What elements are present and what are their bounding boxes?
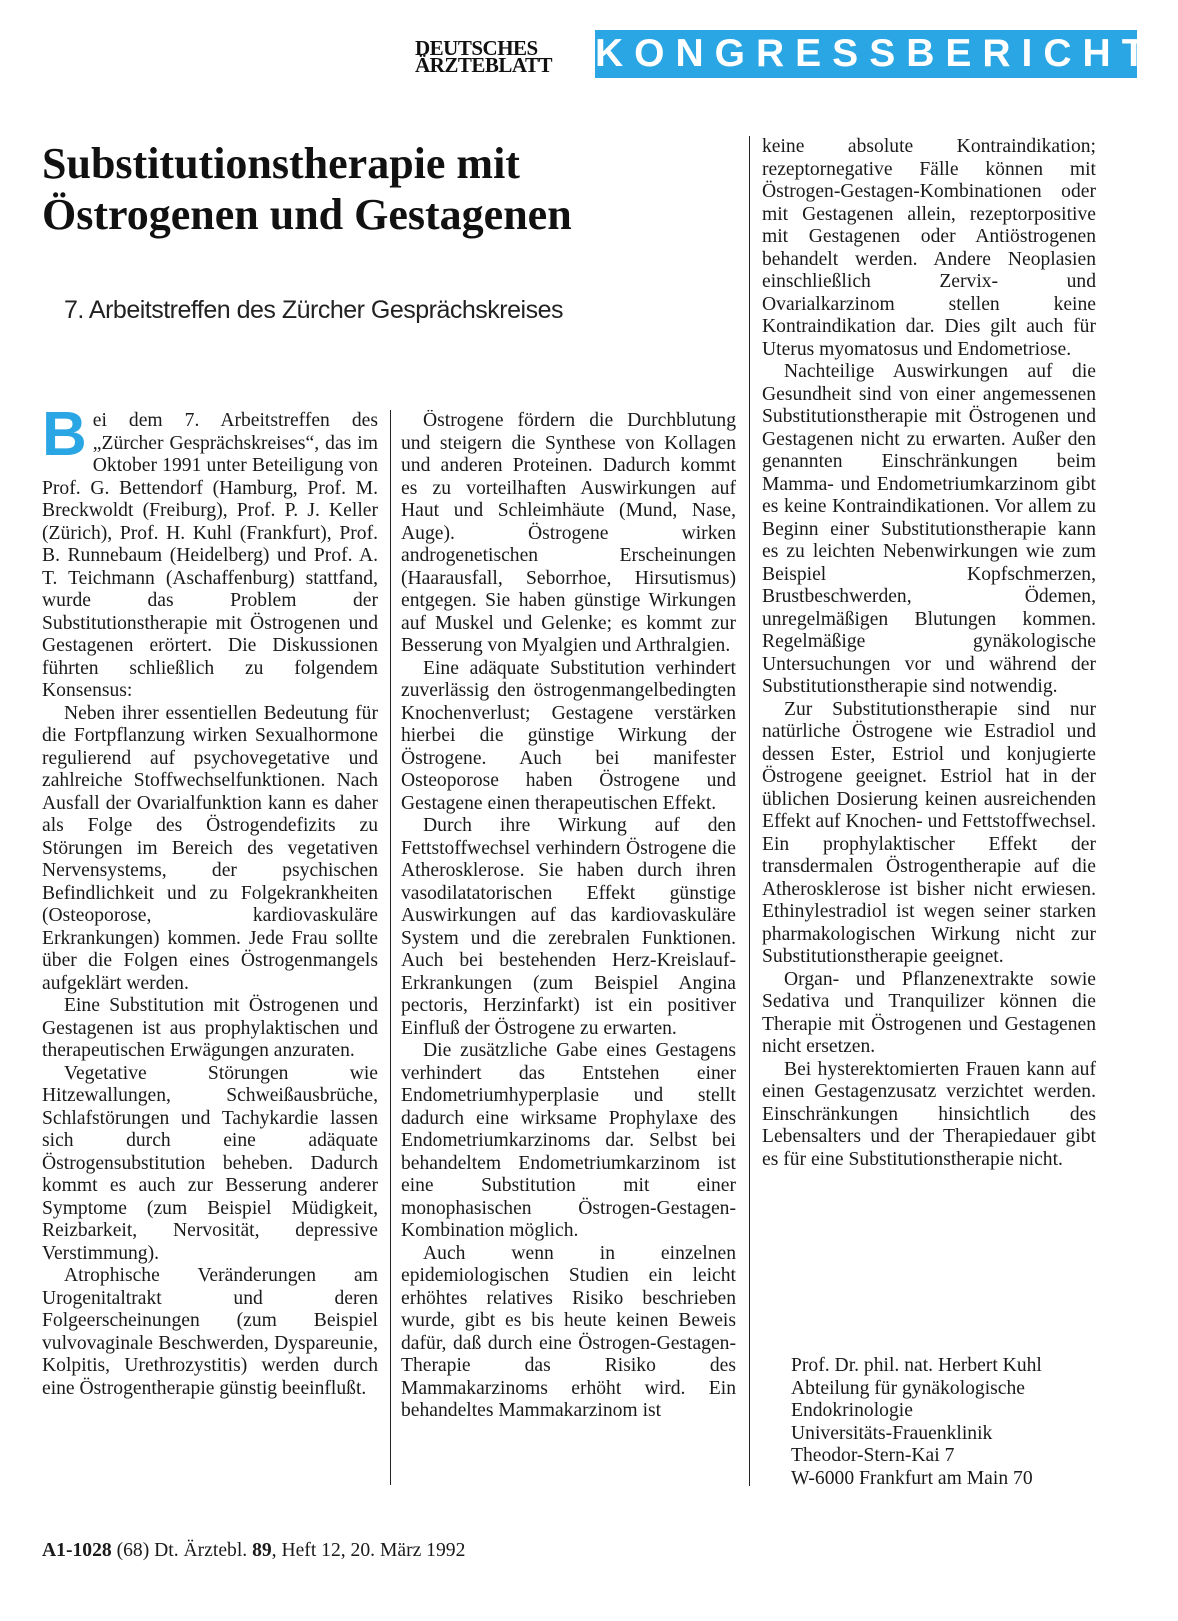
logo-line-2: ÄRZTEBLATT: [415, 53, 552, 77]
intro-paragraph: [42, 410, 378, 703]
paragraph: Die zusätzliche Gabe eines Gestagens verhindert das Entstehen einer Endometriumhyperplasie und stellt dadurch eine wirksame Prophylaxe des Endometriumkarzinoms dar. Selbst bei behandeltem Endometriumkarzinom ist eine Substitution mit einer monophasischen Östrogen-Gestagen-Kombination möglich.: [401, 1040, 736, 1241]
article-subtitle: 7. Arbeitstreffen des Zürcher Gesprächskreises: [64, 296, 563, 324]
paragraph: Eine Substitution mit Östrogenen und Gestagenen ist aus prophylaktischen und therapeutischen Erwägungen anzuraten.: [42, 995, 378, 1061]
column-1: [42, 410, 378, 1490]
title-line-2: Östrogenen und Gestagenen: [42, 190, 572, 239]
citation-b: , Heft 12, 20. März 1992: [271, 1540, 466, 1561]
section-banner: KONGRESSBERICHT: [595, 30, 1137, 78]
column-3: [762, 136, 1096, 1316]
author-city: W-6000 Frankfurt am Main 70: [791, 1467, 1033, 1489]
column-divider-2: [749, 136, 750, 1486]
drop-cap: B: [42, 410, 87, 469]
page-footer: [42, 1540, 742, 1562]
column-divider-1: [390, 410, 391, 1485]
paragraph: Bei hysterektomierten Frauen kann auf einen Gestagenzusatz verzichtet werden. Einschränkungen hinsichtlich des Lebensalters und der Therapiedauer gibt es für eine Substitutionstherapie nicht.: [762, 1058, 1096, 1170]
intro-text: ei dem 7. Arbeitstreffen des „Zürcher Gesprächskreises“, das im Oktober 1991 unter Beteiligung von Prof. G. Bettendorf (Hamburg, Prof. M. Breckwoldt (Freiburg), Prof. P. J. Keller (Zürich), Prof. H. Kuhl (Frankfurt), Prof. B. Runnebaum (Heidelberg) und Prof. A. T. Teichmann (Aschaffenburg) stattfand, wurde das Problem der Substitutionstherapie mit Östrogenen und Gestagenen erörtert. Die Diskussionen führten schließlich zu folgendem Konsensus:: [42, 410, 378, 701]
paragraph: Östrogene fördern die Durchblutung und steigern die Synthese von Kollagen und anderen Proteinen. Dadurch kommt es zu vorteilhaften Auswirkungen auf Haut und Schleimhäute (Mund, Nase, Auge). Östrogene wirken androgenetischen Erscheinungen (Haarausfall, Seborrhoe, Hirsutismus) entgegen. Sie haben günstige Wirkungen auf Muskel und Gelenke; es kommt zur Besserung von Myalgien und Arthralgien.: [401, 410, 736, 656]
paragraph: Neben ihrer essentiellen Bedeutung für die Fortpflanzung wirken Sexualhormone regulierend auf psychovegetative und zahlreiche Stoffwechselfunktionen. Nach Ausfall der Ovarialfunktion kann es daher als Folge des Östrogendefizits zu Störungen im Bereich des vegetativen Nervensystems, der psychischen Befindlichkeit und zu Folgekrankheiten (Osteoporose, kardiovaskuläre Erkrankungen) kommen. Jede Frau sollte über die Folgen eines Östrogenmangels aufgeklärt werden.: [42, 702, 378, 994]
logo-line-1: DEUTSCHES: [415, 36, 538, 60]
paragraph: Atrophische Veränderungen am Urogenitaltrakt und deren Folgeerscheinungen (zum Beispiel vulvovaginale Beschwerden, Dyspareunie, Kolpitis, Urethrozystitis) werden durch eine Östrogentherapie günstig beeinflußt.: [42, 1265, 378, 1399]
volume-number: 89: [252, 1540, 272, 1561]
author-name: Prof. Dr. phil. nat. Herbert Kuhl: [791, 1355, 1042, 1376]
paragraph: Zur Substitutionstherapie sind nur natürliche Östrogene wie Estradiol und dessen Ester, Estriol und konjugierte Östrogene geeignet. Estriol hat in der üblichen Dosierung keinen ausreichenden Effekt auf Knochen- und Fettstoffwechsel. Ein prophylaktischer Effekt der transdermalen Östrogentherapie auf die Atherosklerose ist bisher nicht erwiesen. Ethinylestradiol ist wegen seiner starken pharmakologischen Wirkung nicht zur Substitutionstherapie geeignet.: [762, 698, 1096, 967]
paragraph-continued: keine absolute Kontraindikation; rezeptornegative Fälle können mit Östrogen-Gestagen-Kombinationen oder mit Gestagenen allein, rezeptorpositive mit Gestagenen oder Antiöstrogenen behandelt werden. Andere Neoplasien einschließlich Zervix- und Ovarialkarzinom stellen keine Kontraindikation dar. Dies gilt auch für Uterus myomatosus und Endometriose.: [762, 136, 1096, 360]
author-street: Theodor-Stern-Kai 7: [791, 1445, 955, 1466]
author-department-2: Endokrinologie: [791, 1400, 913, 1421]
author-clinic: Universitäts-Frauenklinik: [791, 1422, 993, 1444]
citation-a: (68) Dt. Ärztebl.: [116, 1540, 253, 1561]
paragraph: Auch wenn in einzelnen epidemiologischen Studien ein leicht erhöhtes relatives Risiko beschrieben wurde, gibt es bis heute keinen Beweis dafür, daß durch eine Östrogen-Gestagen-Therapie das Risiko des Mammakarzinoms erhöht wird. Ein behandeltes Mammakarzinom ist: [401, 1242, 736, 1421]
paragraph: Eine adäquate Substitution verhindert zuverlässig den östrogenmangelbedingten Knochenverlust; Gestagene verstärken hierbei die günstige Wirkung der Östrogene. Auch bei manifester Osteoporose haben Östrogene und Gestagene einen therapeutischen Effekt.: [401, 657, 736, 814]
paragraph: Vegetative Störungen wie Hitzewallungen, Schweißausbrüche, Schlafstörungen und Tachykardie lassen sich durch eine adäquate Östrogensubstitution beheben. Dadurch kommt es auch zur Besserung anderer Symptome (zum Beispiel Müdigkeit, Reizbarkeit, Nervosität, depressive Verstimmung).: [42, 1062, 378, 1264]
paragraph: Durch ihre Wirkung auf den Fettstoffwechsel verhindern Östrogene die Atherosklerose. Sie haben durch ihren vasodilatatorischen Effekt günstige Auswirkungen auf das kardiovaskuläre System und die zerebralen Funktionen. Auch bei bestehenden Herz-Kreislauf-Erkrankungen (zum Beispiel Angina pectoris, Herzinfarkt) ist ein positiver Einfluß der Östrogene zu erwarten.: [401, 815, 736, 1039]
paragraph: Organ- und Pflanzenextrakte sowie Sedativa und Tranquilizer können die Therapie mit Östrogenen und Gestagenen nicht ersetzen.: [762, 968, 1096, 1057]
author-department: Abteilung für gynäkologische: [791, 1377, 1025, 1399]
page-code: A1-1028: [42, 1540, 112, 1561]
author-address: [791, 1355, 1151, 1490]
journal-logo: [415, 36, 587, 77]
paragraph: Nachteilige Auswirkungen auf die Gesundheit sind von einer angemessenen Substitutionstherapie mit Östrogenen und Gestagenen nicht zu erwarten. Außer den genannten Einschränkungen beim Mamma- und Endometriumkarzinom gibt es keine Kontraindikationen. Vor allem zu Beginn einer Substitutionstherapie kann es zu leichten Nebenwirkungen wie zum Beispiel Kopfschmerzen, Brustbeschwerden, Ödemen, unregelmäßigen Blutungen kommen. Regelmäßige gynäkologische Untersuchungen vor und während der Substitutionstherapie sind notwendig.: [762, 361, 1096, 697]
title-line-1: Substitutionstherapie mit: [42, 139, 520, 188]
masthead: [415, 30, 1157, 80]
column-2: [401, 410, 736, 1490]
article-title: [42, 138, 742, 240]
